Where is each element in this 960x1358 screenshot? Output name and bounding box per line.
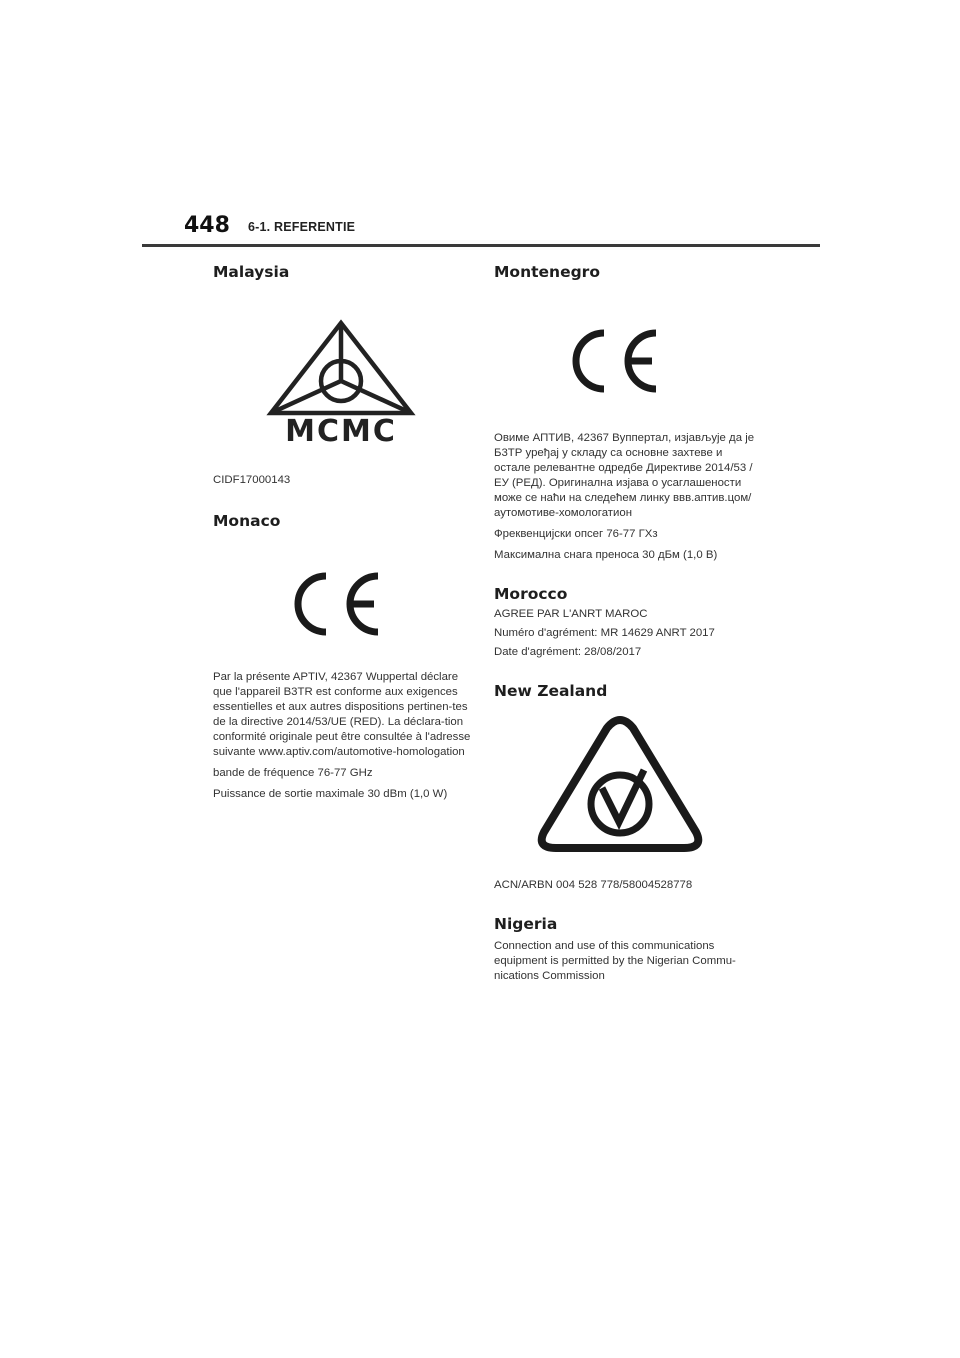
section-title: 6-1. REFERENTIE (248, 220, 356, 234)
monaco-declaration: Par la présente APTIV, 42367 Wuppertal déclare que l'appareil B3TR est conforme aux exigences essentielles et aux autres dispositions pertinen-tes de la directive 2014/53/UE (RED). La déclara-tion conformité originale peut être consultée à l'adresse suivante www.aptiv.com/automotive-homologation (213, 671, 471, 758)
malaysia-id: CIDF17000143 (213, 474, 291, 486)
section-nigeria (494, 915, 756, 984)
rcm-mark-icon (494, 714, 756, 864)
nigeria-text: Connection and use of this communications equipment is permitted by the Nigerian Commu-nications Commission (494, 940, 736, 982)
ce-mark-icon (494, 293, 756, 423)
morocco-line-2: Numéro d'agrément: MR 14629 ANRT 2017 (494, 627, 715, 639)
mcmc-logo-text: MCMC (285, 414, 397, 449)
monaco-frequency: bande de fréquence 76-77 GHz (213, 767, 373, 779)
morocco-line-1: AGREE PAR L'ANRT MAROC (494, 608, 648, 620)
section-montenegro (494, 263, 756, 563)
section-monaco (213, 512, 475, 802)
monaco-power: Puissance de sortie maximale 30 dBm (1,0 W) (213, 788, 448, 800)
heading-malaysia: Malaysia (213, 263, 290, 281)
heading-montenegro: Montenegro (494, 263, 600, 281)
morocco-line-3: Date d'agrément: 28/08/2017 (494, 646, 642, 658)
mcmc-logo-icon (213, 291, 475, 461)
montenegro-declaration: Овиме АПТИВ, 42367 Вуппертал, изјављује да је Б3ТР уређај у складу са основне захтеве и остале релевантне одредбе Директиве 2014/53 / ЕУ (РЕД). Оригинална изјава о усаглашености може се наћи на следећем линку ввв.аптив.цом/аутомотиве-хомологатион (494, 432, 755, 519)
heading-new-zealand: New Zealand (494, 682, 608, 700)
montenegro-frequency: Фреквенцијски опсег 76-77 ГХз (494, 528, 658, 540)
header-divider (142, 244, 820, 247)
new-zealand-number: ACN/ARBN 004 528 778/58004528778 (494, 879, 693, 891)
section-malaysia (213, 263, 475, 488)
left-column (213, 263, 475, 802)
right-column (494, 263, 756, 984)
heading-nigeria: Nigeria (494, 915, 558, 933)
page-number: 448 (184, 213, 230, 238)
heading-morocco: Morocco (494, 585, 568, 603)
section-new-zealand (494, 682, 756, 893)
ce-mark-icon (213, 542, 475, 660)
section-morocco (494, 585, 756, 660)
heading-monaco: Monaco (213, 512, 281, 530)
montenegro-power: Максимална снага преноса 30 дБм (1,0 В) (494, 549, 718, 561)
